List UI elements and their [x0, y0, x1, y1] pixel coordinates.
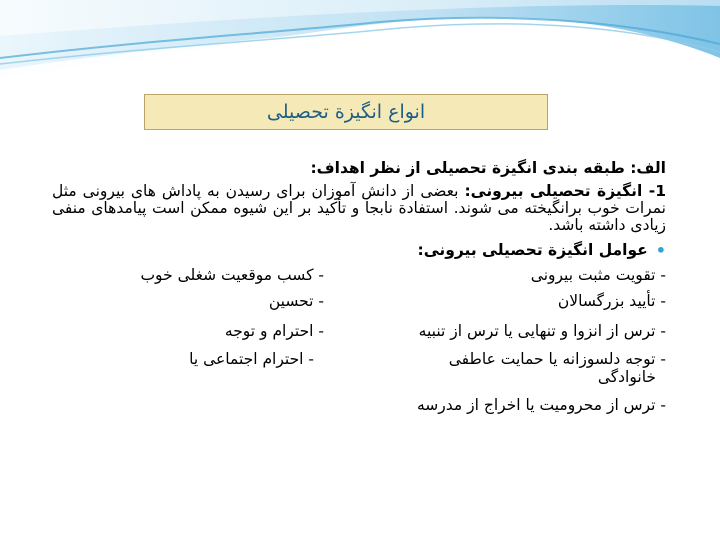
slide-title-box: [144, 94, 548, 130]
intro-paragraph: [52, 183, 666, 234]
list-item: - تقویت مثبت بیرونی: [530, 266, 666, 284]
list-item: - احترام و توجه: [224, 322, 324, 340]
list-item: - تأیید بزرگسالان: [557, 292, 666, 310]
bullet-title: عوامل انگیزة تحصیلی بیرونی:: [417, 241, 648, 259]
list-item: خانوادگی: [597, 368, 656, 386]
paragraph-text: بعضی از دانش آموزان برای رسیدن به پاداش های بیرونی مثل نمرات خوب برانگیخته می شوند. استفادة نابجا و تأکید بر این شیوه ممکن است پیامدهای منفی زیادی داشته باشد.: [52, 182, 666, 234]
factors-list: [52, 267, 666, 427]
list-item: - ترس از محرومیت یا اخراج از مدرسه: [416, 396, 666, 414]
list-item: - تحسین: [268, 292, 324, 310]
slide-title: انواع انگیزة تحصیلی: [266, 101, 426, 123]
slide-content: [52, 160, 666, 427]
list-item: - ترس از انزوا و تنهایی یا ترس از تنبیه: [418, 322, 666, 340]
header-wave-decoration: [0, 0, 720, 100]
list-item: - توجه دلسوزانه یا حمایت عاطفی: [448, 350, 666, 368]
list-item: - احترام اجتماعی یا: [189, 350, 314, 368]
subheading-label: 1- انگیزة تحصیلی بیرونی:: [464, 182, 666, 200]
bullet-heading-row: [52, 242, 666, 259]
list-item: - کسب موقعیت شغلی خوب: [140, 266, 324, 284]
bullet-dot-icon: •: [655, 241, 666, 260]
section-heading: الف: طبقه بندی انگیزة تحصیلی از نظر اهداف:: [310, 159, 666, 177]
